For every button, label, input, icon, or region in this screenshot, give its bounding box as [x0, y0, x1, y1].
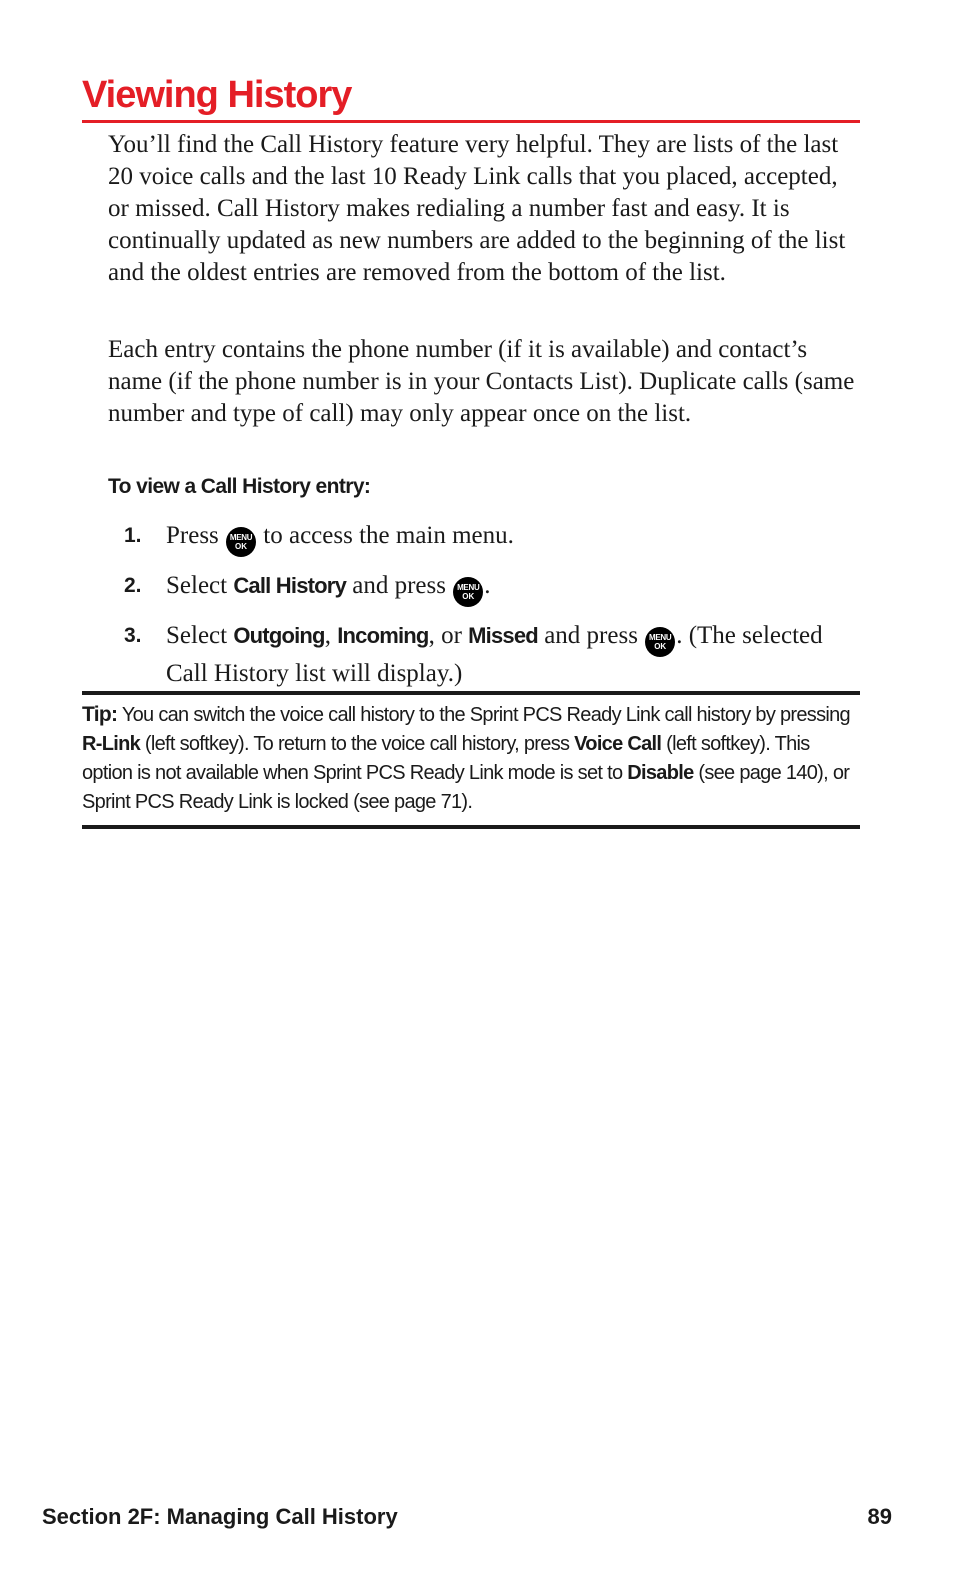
tip-text: You can switch the voice call history to the Sprint PCS Ready Link call history by pressing — [121, 704, 850, 726]
step-1 — [108, 519, 860, 557]
step-text: and press — [352, 572, 446, 599]
step-text: to access the main menu. — [263, 522, 514, 549]
step-number: 1. — [124, 524, 142, 547]
step-text: Select — [166, 572, 228, 599]
step-text: Select — [166, 622, 228, 649]
tip-box — [82, 691, 860, 829]
steps-list — [108, 519, 860, 703]
page-title: Viewing History — [82, 72, 860, 123]
entry-paragraph: Each entry contains the phone number (if it is available) and contact’s name (if the phone number is in your Contacts List). Duplicate calls (same number and type of call) may only appear once on the list. — [108, 336, 855, 427]
softkey-voice-call: Voice Call — [574, 733, 662, 755]
procedure-heading: To view a Call History entry: — [108, 475, 371, 498]
step-text: , or — [428, 622, 462, 649]
step-number: 2. — [124, 574, 142, 597]
step-text: . (The selected Call History list will display.) — [166, 622, 823, 687]
menu-option-call-history: Call History — [233, 573, 347, 598]
step-text: and press — [544, 622, 638, 649]
tip-label: Tip: — [82, 703, 118, 726]
step-3 — [108, 619, 860, 691]
tip-text: (left softkey). To return to the voice call history, press — [144, 733, 570, 755]
intro-paragraph: You’ll find the Call History feature very helpful. They are lists of the last 20 voice calls and the last 10 Ready Link calls that you placed, accepted, or missed. Call History makes redialing a number fast and easy. It is continually updated as new numbers are added to the beginning of the list and the oldest entries are removed from the bottom of the list. — [108, 131, 846, 286]
softkey-r-link: R-Link — [82, 733, 141, 755]
tip-text: (left softkey). This option is not available when Sprint PCS Ready Link mode is set to — [82, 733, 810, 784]
menu-ok-key-icon: MENU OK — [453, 577, 483, 607]
menu-ok-key-icon: MENU OK — [226, 527, 256, 557]
step-text: . — [484, 572, 491, 599]
tip-text: (see page 140), or Sprint PCS Ready Link is locked (see page 71). — [82, 762, 850, 813]
step-text: , — [324, 622, 331, 649]
page-number: 89 — [867, 1504, 892, 1529]
setting-disable: Disable — [627, 762, 694, 784]
step-text: Press — [166, 522, 219, 549]
step-number: 3. — [124, 624, 142, 647]
step-2 — [108, 569, 860, 607]
menu-option-incoming: Incoming — [337, 623, 429, 648]
menu-ok-key-icon: MENU OK — [645, 627, 675, 657]
menu-option-missed: Missed — [468, 623, 538, 648]
page-footer — [42, 1504, 892, 1530]
footer-section-title: Section 2F: Managing Call History — [42, 1504, 398, 1529]
menu-option-outgoing: Outgoing — [233, 623, 325, 648]
